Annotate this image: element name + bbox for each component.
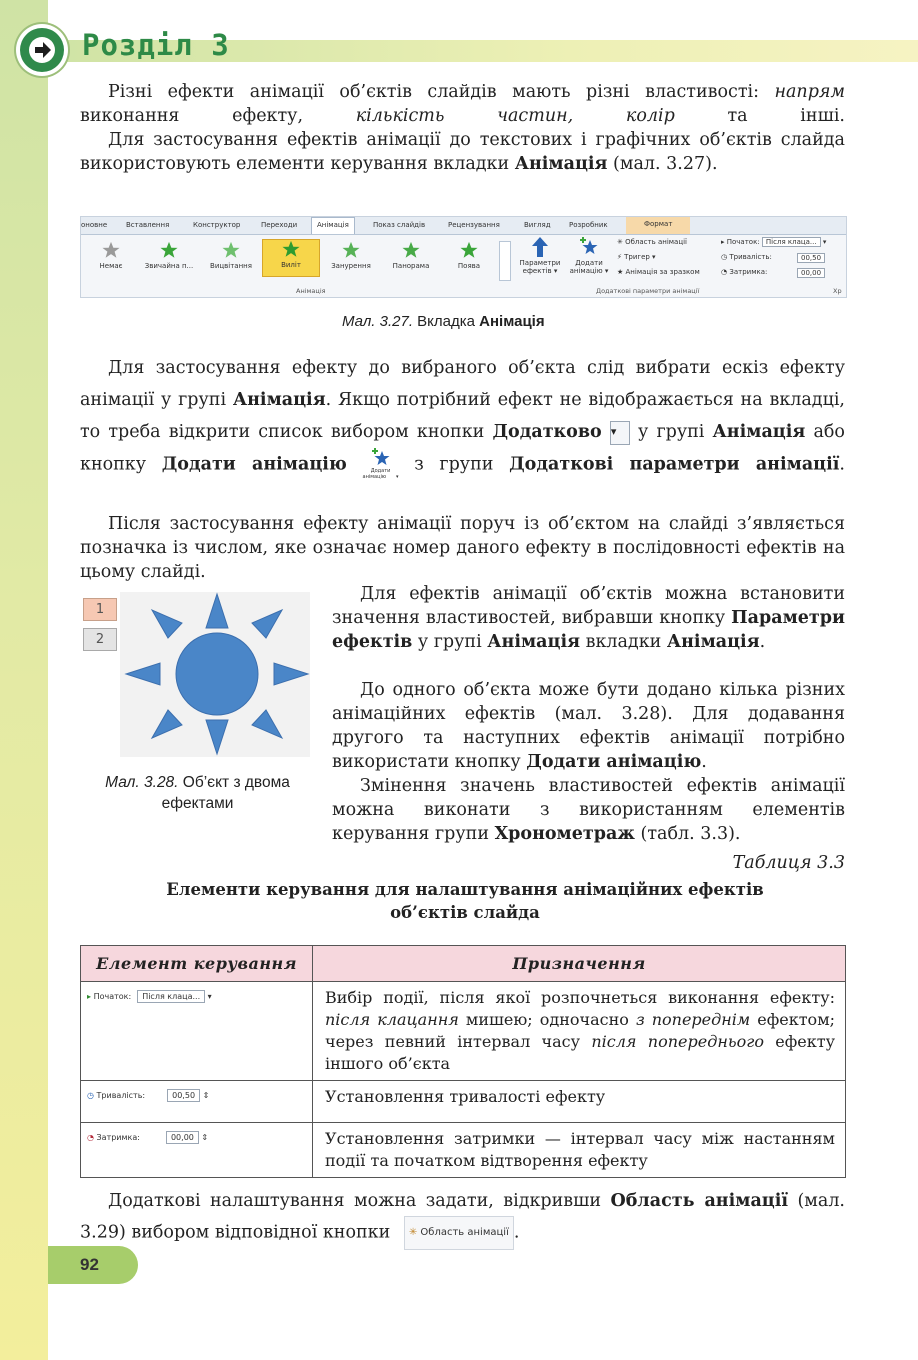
ribbon-tabs — [81, 217, 846, 235]
ribbon-group-label: Хр — [833, 287, 842, 295]
ribbon-tab: Показ слайдів — [373, 221, 426, 229]
star-appear-icon — [460, 241, 478, 259]
ribbon-tab: Переходи — [261, 221, 298, 229]
paragraph-7: Змінення значень властивостей ефектів анімації можна виконати з використанням елементів керування групи Хронометраж (табл. 3.3). — [332, 776, 845, 844]
effect-options-button: Параметри ефектів ▾ — [517, 237, 563, 275]
paragraph-8: Додаткові налаштування можна задати, відкривши Область анімації (мал. 3.29) вибором відповідної кнопки ✳ Область анімації . — [80, 1186, 845, 1250]
effect-simple: Звичайна п... — [141, 241, 197, 270]
paragraph-4: Після застосування ефекту анімації поруч із об’єктом на слайді з’являється позначка із числом, яке означає номер даного ефекту в послідовності ефектів на цьому слайді. — [80, 514, 845, 582]
page-sidebar — [0, 0, 48, 1360]
paragraph-5: Для ефектів анімації об’єктів можна встановити значення властивостей, вибравши кнопку Параметри ефектів у групі Анімація вкладки Анімація. — [332, 584, 845, 652]
effect-badge-1: 1 — [83, 598, 117, 621]
page-number: 92 — [48, 1246, 138, 1284]
ribbon-group-label: Додаткові параметри анімації — [596, 287, 700, 295]
star-gray-icon — [102, 241, 120, 259]
table-header-control: Елемент керування — [81, 946, 313, 982]
ribbon-tab-active: Анімація — [311, 217, 355, 234]
table-title: Елементи керування для налаштування анімаційних ефектів об’єктів слайда — [166, 880, 764, 922]
duration-control-cell: ◷ Тривалість: 00,50 ⇕ — [81, 1081, 313, 1123]
table-header-row — [81, 946, 846, 982]
animation-pane-icon: ✳ — [408, 1227, 418, 1238]
animation-pane-button: ✳ Область анімації — [617, 238, 687, 246]
table-row — [81, 982, 846, 1081]
arrow-up-icon — [532, 237, 548, 257]
table-cell-purpose: Установлення затримки — інтервал часу між настанням події та початком відтворення ефекту — [313, 1123, 846, 1178]
controls-table — [80, 945, 846, 1178]
trigger-button: ⚡ Тригер ▾ — [617, 253, 656, 261]
table-row — [81, 1081, 846, 1123]
paragraph-2: Для застосування ефектів анімації до текстових і графічних об’єктів слайда використовують елементи керування вкладки Анімація (мал. 3.27). — [80, 130, 845, 174]
star-pan-icon — [402, 241, 420, 259]
table-label: Таблиця 3.3 — [732, 853, 845, 873]
add-star-icon — [578, 237, 600, 257]
delay-control: ◔ Затримка: 00,00 — [721, 268, 767, 276]
ribbon-tab-format: Формат — [626, 217, 690, 234]
ribbon-tab: Вигляд — [524, 221, 551, 229]
ribbon-tab: Рецензування — [448, 221, 500, 229]
ribbon-tab: Вставлення — [126, 221, 170, 229]
start-control: ▸ Початок: Після клаца... ▾ — [721, 238, 827, 246]
effect-fly-in-selected: Виліт — [262, 239, 320, 277]
star-fade-icon — [222, 241, 240, 259]
ribbon-group-label: Анімація — [296, 287, 326, 295]
ribbon-tab: оновне — [81, 221, 108, 229]
animation-ribbon-figure — [80, 216, 847, 298]
arrow-right-icon — [20, 28, 64, 72]
star-float-icon — [342, 241, 360, 259]
table-cell-purpose: Установлення тривалості ефекту — [313, 1081, 846, 1123]
add-animation-button: Додати анімацію ▾ — [569, 237, 609, 275]
table-header-purpose: Призначення — [313, 946, 846, 982]
paragraph-1: Різні ефекти анімації об’єктів слайдів мають різні властивості: напрям виконання ефекту, кількість частин, колір та інші. — [80, 82, 845, 126]
ribbon-tab: Конструктор — [193, 221, 241, 229]
start-control-cell: ▸ Початок: Після клаца... ▾ — [81, 982, 313, 1081]
add-animation-icon: Додати анімацію ▾ — [363, 448, 399, 482]
duration-control: ◷ Тривалість: 00,50 — [721, 253, 772, 261]
table-cell-purpose: Вибір події, після якої розпочнеться виконання ефекту: після клацання мишею; одночасно з попереднім ефектом; через певний інтервал часу після попереднього ефекту іншого об’єкта — [313, 982, 846, 1081]
animation-pane-inline-icon: ✳ Область анімації — [404, 1216, 514, 1250]
more-dropdown-icon: ▾ — [610, 421, 630, 445]
effect-none: Немає — [83, 241, 139, 270]
figure-sun-object — [80, 592, 310, 757]
more-scroll-button — [499, 241, 511, 281]
effect-appear: Поява — [441, 241, 497, 270]
effect-float: Занурення — [323, 241, 379, 270]
effect-pan: Панорама — [383, 241, 439, 270]
section-title: Розділ 3 — [82, 28, 230, 62]
effect-badge-2: 2 — [83, 628, 117, 651]
paragraph-3: Для застосування ефекту до вибраного об’єкта слід вибрати ескіз ефекту анімації у групі Анімація. Якщо потрібний ефект не відображається на вкладці, то треба відкрити список вибором кнопки Додатково ▾ у групі Анімація або кнопку Додати анімацію Додати анімацію ▾ з групи Додаткові параметри анімації. — [80, 358, 845, 480]
table-row — [81, 1123, 846, 1178]
delay-control-cell: ◔ Затримка: 00,00 ⇕ — [81, 1123, 313, 1178]
effect-fade: Вицвітання — [203, 241, 259, 270]
figure-caption-3-27: Мал. 3.27. Вкладка Анімація — [342, 313, 545, 330]
add-star-icon — [370, 448, 392, 468]
figure-caption-3-28: Мал. 3.28. Об’єкт з двома ефектами — [105, 774, 290, 812]
sun-shape-icon — [80, 592, 310, 757]
star-green-icon — [160, 241, 178, 259]
paragraph-6: До одного об’єкта може бути додано кілька різних анімаційних ефектів (мал. 3.28). Для додавання другого та наступних ефектів анімації потрібно використати кнопку Додати анімацію. — [332, 680, 845, 772]
animation-painter-button: ★ Анімація за зразком — [617, 268, 700, 276]
star-fly-icon — [282, 240, 300, 258]
ribbon-tab: Розробник — [569, 221, 608, 229]
